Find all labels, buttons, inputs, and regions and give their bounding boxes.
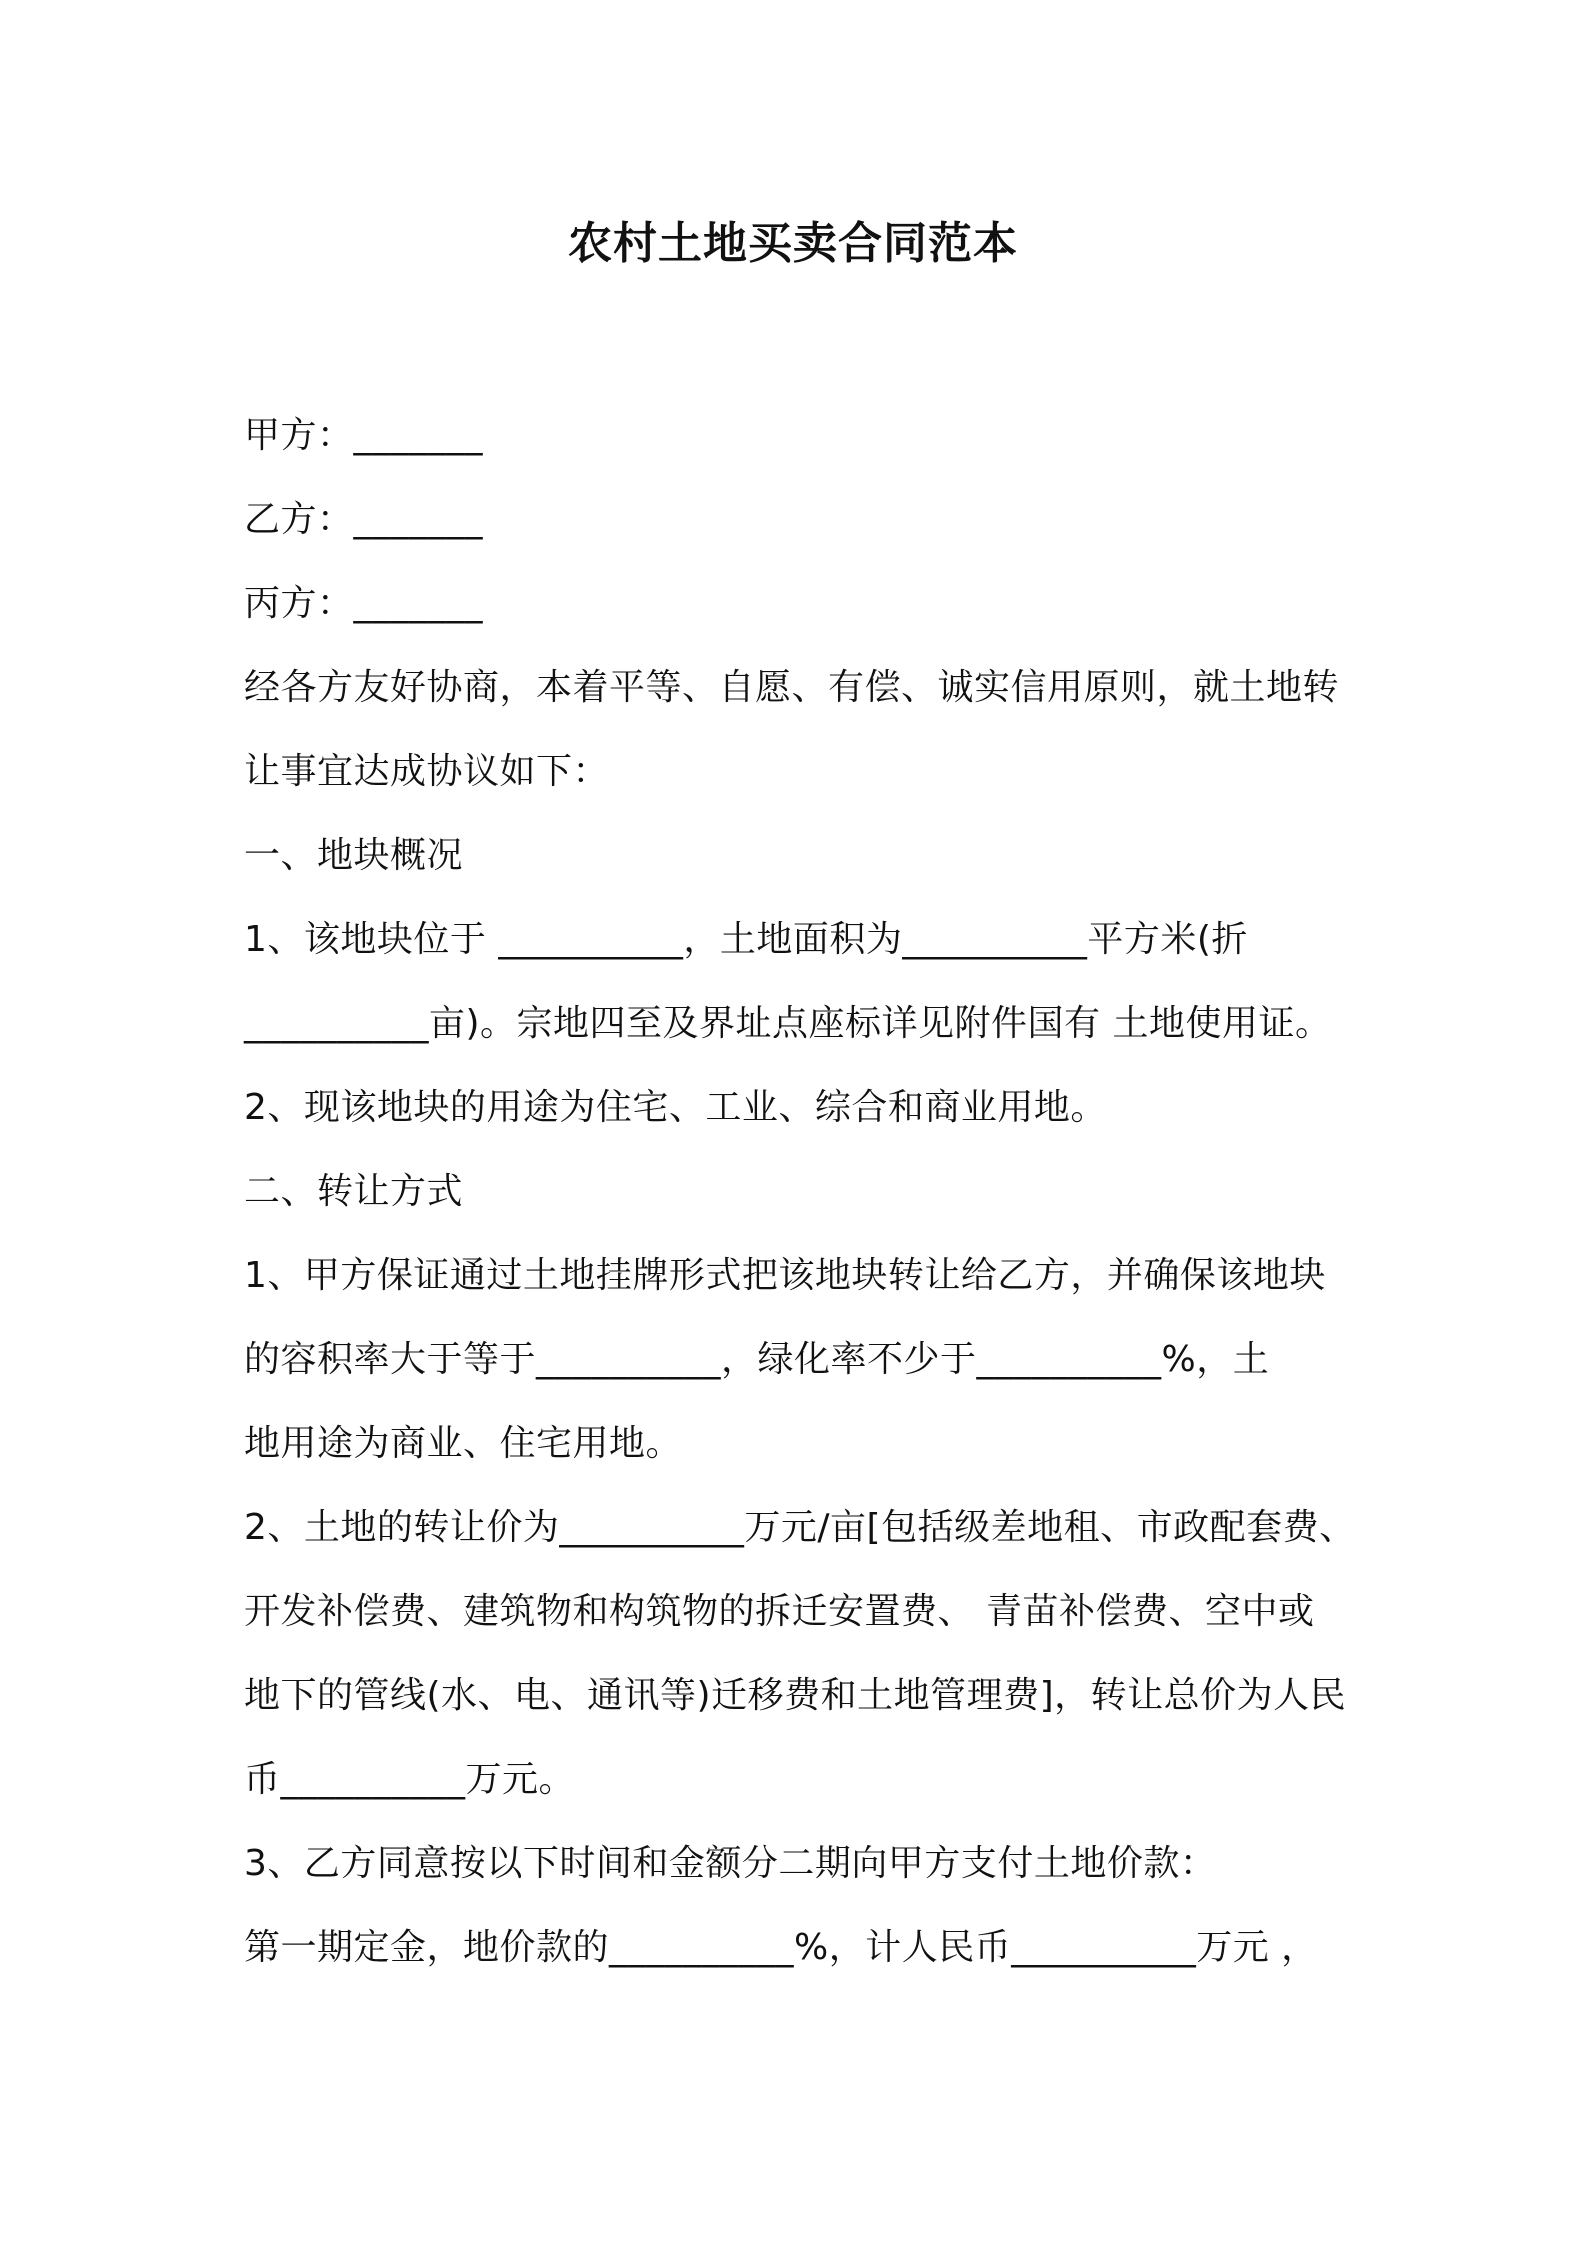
- clause-2-1-line-3: 地用途为商业、住宅用地。: [244, 1423, 683, 1464]
- clause-1-1-line-2: __________亩)。宗地四至及界址点座标详见附件国有 土地使用证。: [244, 1003, 1332, 1044]
- clause-2-2-line-1: 2、土地的转让价为__________万元/亩[包括级差地租、市政配套费、: [244, 1507, 1356, 1548]
- clause-2-2-line-2: 开发补偿费、建筑物和构筑物的拆迁安置费、 青苗补偿费、空中或: [244, 1591, 1315, 1632]
- section-heading-1: 一、地块概况: [244, 835, 464, 876]
- party-b-line: 乙方：_______: [244, 499, 484, 540]
- document-title: 农村土地买卖合同范本: [568, 218, 1018, 269]
- clause-2-1-line-1: 1、甲方保证通过土地挂牌形式把该地块转让给乙方，并确保该地块: [244, 1255, 1326, 1296]
- clause-1-2-line: 2、现该地块的用途为住宅、工业、综合和商业用地。: [244, 1087, 1107, 1128]
- preamble-line-2: 让事宜达成协议如下：: [244, 751, 610, 792]
- clause-2-1-line-2: 的容积率大于等于__________，绿化率不少于__________%，土: [244, 1339, 1270, 1380]
- preamble-line-1: 经各方友好协商，本着平等、自愿、有偿、诚实信用原则，就土地转: [244, 667, 1340, 708]
- party-a-line: 甲方：_______: [244, 415, 484, 456]
- clause-1-1-line-1: 1、该地块位于 __________，土地面积为__________平方米(折: [244, 919, 1248, 960]
- section-heading-2: 二、转让方式: [244, 1171, 464, 1212]
- clause-2-2-line-3: 地下的管线(水、电、通讯等)迁移费和土地管理费]，转让总价为人民: [244, 1675, 1347, 1716]
- clause-2-3-line-2: 第一期定金，地价款的__________%，计人民币__________万元 ，: [244, 1927, 1318, 1968]
- clause-2-2-line-4: 币__________万元。: [244, 1759, 576, 1800]
- clause-2-3-line-1: 3、乙方同意按以下时间和金额分二期向甲方支付土地价款：: [244, 1843, 1217, 1884]
- party-c-line: 丙方：_______: [244, 583, 484, 624]
